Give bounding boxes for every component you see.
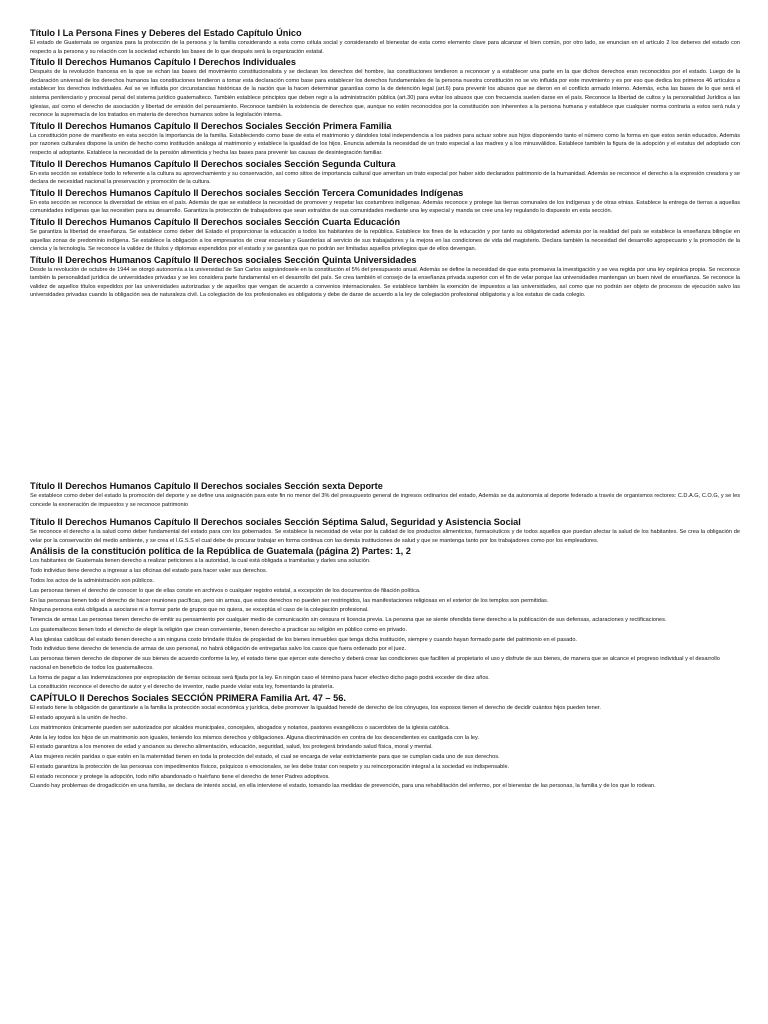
chapter-section	[30, 693, 740, 791]
list-line: El estado apoyará a la unión de hecho.	[30, 714, 128, 721]
list-line: Todos los actos de la administración son públicos.	[30, 578, 155, 584]
analysis-list	[30, 557, 740, 692]
chapter-heading: CAPÍTULO II Derechos Sociales SECCIÓN PRIMERA Familia Art. 47 – 56.	[30, 693, 346, 704]
section-paragraph: La constitución pone de manifiesto en esta sección la importancia de la familia. Estableciendo como base de esta el matrimonio y dándoles total independencia a los padres para actuar sobre sus hijos disponiendo tanto el número como la forma en que estos serán educados. Además por razones culturales dispone la unión de hecho como institución análoga al matrimonio y establece la igualdad de los hijos. Enuncia además la necesidad de un trato especial a las madres y a los minusválidos. Establece también la figura de la adopción y el estatus del adoptado con respecto al adoptante. Establece la necesidad de la pensión alimenticia y hecha las bases para prevenir las causas de desintegración familiar.	[30, 132, 740, 156]
blank-space	[30, 301, 740, 481]
section	[30, 517, 740, 545]
list-line: El estado garantiza la protección de las personas con impedimentos físicos, psíquicos o emocionales, se les debe tratar con respeto y su reincorporación integral a la sociedad es indispensable.	[30, 763, 510, 770]
section	[30, 121, 740, 158]
section-heading: Título II Derechos Humanos Capítulo II Derechos sociales Sección Segunda Cultura	[30, 158, 396, 169]
section-paragraph: Desde la revolución de octubre de 1944 se otorgó autonomía a la universidad de San Carlos asignándosele en la constitución el 5% del presupuesto anual. Además se define la necesidad de que esta promueva la investigación y se vea regida por una ley orgánica propia. Se reconoce también la personalidad jurídica de universidades privadas y se les considera parte fundamental en el desarrollo del país. Se crea también el consejo de la enseñanza privada superior con el fin de velar porque las universidades mantengan un buen nivel de enseñanza. Se reconoce la validez de aquellos títulos expedidos por las universidades autorizadas y de aquellos que vengan de acuerdo a convenios internacionales. Se establece también la exención de impuestos a las universidades, así como que no podrán ser objeto de procesos de ejecución salvo las universidades privadas cuando la obligación sea de naturaleza civil. La colegiación de los profesionales es obligatoria y debe de darse de acuerdo a la ley de colegiación profesional obligatoria y a los estatus de cada colegio.	[30, 266, 740, 299]
section-paragraph: Se establece como deber del estado la promoción del deporte y se define una asignación para este fin no menor del 3% del presupuesto general de ingresos ordinarios del estado, Además se da autonomía al deporte federado a través de organismos rectores: C.D.A.G, C.O.G, y se les concede la exoneración de impuestos y se reconoce patrimonio	[30, 493, 740, 508]
section-heading: Título I La Persona Fines y Deberes del Estado Capítulo Único	[30, 28, 302, 38]
list-line: Ninguna persona está obligada a asociarse ni a formar parte de grupos que no quiera, se exceptúa el caso de la colegiación profesional.	[30, 607, 369, 614]
section-heading: Título II Derechos Humanos Capítulo II Derechos sociales Sección Quinta Universidades	[30, 254, 417, 265]
list-line: El estado garantiza a los menores de edad y ancianos su derecho alimentación, educación, seguridad, salud, los protegerá brindando salud física, moral y mental.	[30, 744, 433, 751]
document-page	[30, 28, 740, 792]
section	[30, 159, 740, 187]
section-paragraph: Se garantiza la libertad de enseñanza. Se establece como deber del Estado el proporcionar la educación a todos los habitantes de la república. Establece los fines de la educación y por tanto su obligatoriedad además por la realidad del país se establece la enseñanza bilingüe en aquellas zonas de predominio indígena. Se establece la obligación a los empresarios de crear escuelas y Guarderías al servicio de sus trabajadores y la mejora en las condiciones de vida del magisterio. Declara también la necesidad del desarrollo agropecuario y la promoción de la ciencia y la tecnología. Se reconoce la validez de títulos y diplomas expendidos por el estado y se garantiza que no podrán ser limitadas aquellos privilegios que de ellos devengan.	[30, 228, 740, 253]
list-line: La constitución reconoce el derecho de autor y el derecho de inventor, nadie puede violar esta ley, fomentando la piratería.	[30, 684, 335, 691]
list-line: Todo individuo tiene derecho de tenencia de armas de uso personal, no habrá obligación de entregarlas salvo los casos que fuera ordenado por el juez.	[30, 646, 406, 653]
chapter-list	[30, 704, 740, 791]
section-paragraph: El estado de Guatemala se organiza para la protección de la persona y la familia considerando a esta como célula social y considerando el bienestar de esta como elemento clave para alcanzar el bien común, por otro lado, se enuncian en el artículo 2 los deberes del estado con respecto a la persona y su relación con la sociedad echando las bases de lo que después será la organización estatal.	[30, 40, 740, 55]
document-part-1	[30, 28, 740, 300]
list-line: Los habitantes de Guatemala tienen derecho a realizar peticiones a la autoridad, la cual está obligada a tramitarlas y darles una solución.	[30, 558, 371, 565]
list-line: Ante la ley todos los hijos de un matrimonio son iguales, teniendo los mismos derechos y obligaciones. Alguna discriminación en contra de los descendientes es castigada con la ley.	[30, 734, 479, 741]
list-line: Todo individuo tiene derecho a ingresar a las oficinas del estado para hacer valer sus derechos.	[30, 568, 268, 575]
list-line: Los guatemaltecos tienen todo el derecho de elegir la religión que crean conveniente, tienen derecho a practicar su religión en público como en privado.	[30, 626, 407, 633]
list-line: El estado reconoce y protege la adopción, todo niño abandonado o huérfano tiene el derecho de tener Padres adoptivos.	[30, 773, 330, 780]
section-heading: Título II Derechos Humanos Capítulo II Derechos Sociales Sección Primera Familia	[30, 120, 392, 131]
analysis-section	[30, 546, 740, 692]
list-line: El estado tiene la obligación de garantizarle a la familia la protección social económica y jurídica, debe promover la igualdad heredé de derecho de los cónyuges, los esposos tienen el derecho de decidir cuántos hijos pueden tener.	[30, 705, 601, 712]
section	[30, 28, 740, 56]
section	[30, 188, 740, 216]
section-heading: Título II Derechos Humanos Capítulo II Derechos sociales Sección Séptima Salud, Seguridad y Asistencia Social	[30, 517, 521, 528]
section-heading: Título II Derechos Humanos Capítulo II Derechos sociales Sección sexta Deporte	[30, 481, 383, 492]
section-paragraph: En esta sección se establece todo lo referente a la cultura su aprovechamiento y su conservación, así como sitios de importancia cultural que ameritan un trato especial por haber sido declarados patrimonio de la humanidad. Además se reconoce el derecho a la expresión creadora y se declara de necesidad nacional la preservación y promoción de la cultura.	[30, 170, 740, 186]
list-line: Las personas tienen derecho de disponer de sus bienes de acuerdo conforme la ley, el estado tiene que ejercer este derecho y deberá crear las condiciones que faciliten al propietario el uso y disfrute de sus bienes, de manera que se alcance el progreso individual y el desarrollo nacional en beneficio de todos los guatemaltecos.	[30, 656, 720, 671]
section-heading: Título II Derechos Humanos Capítulo II Derechos sociales Sección Tercera Comunidades Indígenas	[30, 187, 464, 198]
list-line: En las personas tienen todo el derecho de hacer reuniones pacíficas, pero sin armas, que estos derechos no pueden ser restringidos, las manifestaciones religiosas en el exterior de los templos son permitidas.	[30, 597, 549, 604]
section-heading: Título II Derechos Humanos Capítulo II Derechos sociales Sección Cuarta Educación	[30, 216, 401, 227]
list-line: Tenencia de armas Las personas tienen derecho de emitir su pensamiento por cualquier medio de comunicación sin censura ni licencia previa. La persona que se siente ofendida tiene derecho a la publicación de sus defensas, aclaraciones y rectificaciones.	[30, 617, 667, 624]
list-line: Las personas tienen el derecho de conocer lo que de ellas conste en archivos o cualquier registro estatal, a excepción de los documentos de filiación política.	[30, 587, 421, 594]
list-line: Los matrimonios únicamente pueden ser autorizados por alcaldes municipales, concejales, abogados y notarios, pastores evangélicos o sacerdotes de la iglesia católica.	[30, 724, 450, 731]
section-paragraph: Después de la revolución francesa en la que se echan las bases del movimiento constitucionalista y se declaran los derechos del hombre, las constituciones tendieron a reconocer y a establecer una parte en la que dichos derechos eran reconocidos por el estado. Luego de la declaración universal de los derechos humanos las constituciones tendieron a tomar esta declaración como base para establecer los derechos fundamentales de la persona nuestra constitución no se vio influida por este movimiento y es por eso que dedica los primeros 46 artículos a establecer los derechos individuales. Así se ve influida por circunstancias históricas de la nación que la hacen determinar garantías como la de detención legal (art.6) para prevenir los abusos que se dieron en el conflicto armado interno. Además, echa las bases de lo que será el sistema penitenciario y procesal penal del sistema jurídico guatemalteco. También establece principios que deben regir a la administración pública (art.30) para evitar los abusos que con frecuencia suelen darse en el país. Reconoce la libertad de cultos y la personalidad Jurídica a las iglesias, así como el derecho de asociación y libertad de emisión del pensamiento. Reconoce también la existencia de derechos que, aunque no estén reconocidos por la constitución son inherentes a la persona humana y establece que cualquier norma contraria a estos será nula y reconoce la supremacía de los tratados en materia de derechos humanos sobre la legislación interna.	[30, 69, 740, 119]
section-paragraph: Se reconoce el derecho a la salud como deber fundamental del estado para con los gobernados. Se establece la necesidad de velar por la calidad de los productos alimenticios, farmacéuticos y de todos aquellos que puedan afectar la salud de los habitantes. Se crea la obligación de velar por la conservación del medio ambiente, y se crea el I.G.S.S el cual debe de procurar trabajar en forma continua con las demás instituciones de salud y que se mantenga tanto por los trabajadores como por los empleadores.	[30, 529, 740, 544]
section	[30, 481, 740, 509]
section	[30, 255, 740, 300]
list-line: Cuando hay problemas de drogadicción en una familia, se declara de interés social, en ella interviene el estado, tomando las medidas de prevención, para una rehabilitación del enfermo, por el bienestar de las personas, la familia y de los que lo rodean.	[30, 783, 656, 790]
analysis-heading: Análisis de la constitución política de la República de Guatemala (página 2) Partes: 1, 2	[30, 546, 411, 557]
section	[30, 217, 740, 254]
list-line: La forma de pagar a las indemnizaciones por expropiación de tierras ociosas será fijada por la ley. En ningún caso el término para hacer efectivo dicho pago podrá exceder de diez años.	[30, 674, 490, 681]
list-line: A las mujeres recién paridas o que estén en la maternidad tienen en toda la protección del estado, el cual se encarga de velar estrictamente para que se cumplan cada uno de sus derechos.	[30, 754, 500, 761]
list-line: A las iglesias católicas del estado tienen derecho a sin ninguna costo brindarle títulos de propiedad de los bienes inmuebles que tenga dicha institución, siempre y cuando hayan formado parte del patrimonio en el pasado.	[30, 636, 577, 643]
section	[30, 57, 740, 120]
section-heading: Título II Derechos Humanos Capítulo I Derechos Individuales	[30, 57, 296, 68]
section-paragraph: En esta sección se reconoce la diversidad de etnias en el país. Además de que se establece la necesidad de promover y respetar las costumbres indígenas. Además reconoce y protege las tierras comunales de los indígenas y de otras etnias. Establece la entrega de tierras a aquellas comunidades indígenas que las necesiten para su desarrollo. Garantiza la protección de trabajadores que sean extraídos de sus comunidades mediante una ley especial y manda se cree una ley regulando lo dispuesto en esta sección.	[30, 199, 740, 215]
document-part-2	[30, 481, 740, 545]
